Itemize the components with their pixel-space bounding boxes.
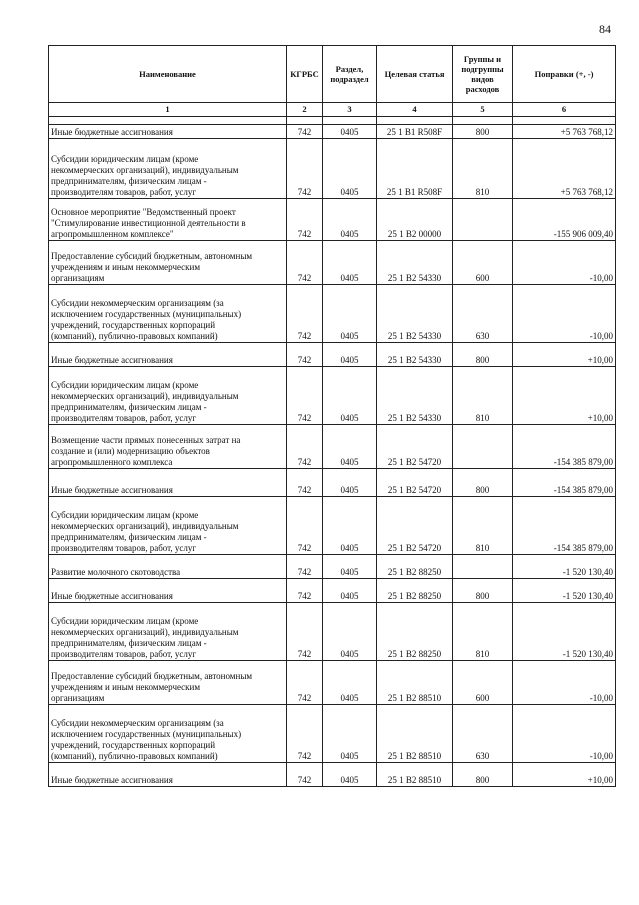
row-target-article-text: 25 1 B2 88250: [387, 591, 442, 601]
row-amendment-amount-text: +10,00: [587, 355, 613, 365]
row-target-article-text: 25 1 B2 54720: [387, 485, 442, 495]
row-name-text: Предоставление субсидий бюджетным, автономным учреждениям и иным некоммерческим организациям: [51, 251, 253, 283]
row-kgrbs: [287, 705, 323, 763]
row-kgrbs: [287, 367, 323, 425]
row-target-article: [377, 285, 453, 343]
row-amendment-amount: [513, 763, 616, 787]
row-name-text: Субсидии юридическим лицам (кроме некоммерческих организаций), индивидуальным предпринимателям, физическим лицам - производителям товаров, работ, услуг: [51, 510, 239, 553]
row-section: [323, 705, 377, 763]
row-section-text: 0405: [340, 187, 359, 197]
row-section: [323, 763, 377, 787]
row-section: [323, 285, 377, 343]
row-expense-group: [453, 343, 513, 367]
row-expense-group: [453, 497, 513, 555]
row-name: [49, 125, 287, 139]
row-kgrbs: [287, 661, 323, 705]
row-target-article: [377, 125, 453, 139]
spacer-row: [49, 117, 616, 125]
row-kgrbs-text: 742: [297, 751, 312, 761]
row-amendment-amount-text: -1 520 130,40: [562, 567, 613, 577]
row-kgrbs: [287, 763, 323, 787]
page-number: 84: [599, 22, 611, 36]
row-amendment-amount: [513, 199, 616, 241]
row-kgrbs: [287, 199, 323, 241]
row-expense-group-text: 800: [475, 127, 490, 137]
row-kgrbs: [287, 603, 323, 661]
row-section-text: 0405: [340, 591, 359, 601]
row-amendment-amount: [513, 661, 616, 705]
row-section: [323, 241, 377, 285]
row-target-article-text: 25 1 B1 R508F: [386, 127, 443, 137]
row-target-article: [377, 579, 453, 603]
row-section-text: 0405: [340, 649, 359, 659]
row-section: [323, 603, 377, 661]
row-target-article-text: 25 1 B2 88510: [387, 751, 442, 761]
row-kgrbs-text: 742: [297, 187, 312, 197]
row-target-article: [377, 661, 453, 705]
header-target: Целевая статья: [377, 46, 453, 103]
row-name: [49, 285, 287, 343]
row-expense-group: [453, 763, 513, 787]
row-amendment-amount: [513, 579, 616, 603]
row-target-article: [377, 343, 453, 367]
row-target-article: [377, 603, 453, 661]
row-expense-group: [453, 603, 513, 661]
row-section-text: 0405: [340, 775, 359, 785]
column-number: 1: [49, 103, 287, 117]
row-expense-group-text: 630: [475, 751, 490, 761]
row-name-text: Субсидии юридическим лицам (кроме некоммерческих организаций), индивидуальным предпринимателям, физическим лицам - производителям товаров, работ, услуг: [51, 154, 239, 197]
row-section-text: 0405: [340, 567, 359, 577]
row-kgrbs-text: 742: [297, 413, 312, 423]
row-amendment-amount-text: -1 520 130,40: [562, 591, 613, 601]
row-target-article: [377, 555, 453, 579]
table-row: [49, 705, 616, 763]
row-name-text: Субсидии юридическим лицам (кроме некоммерческих организаций), индивидуальным предпринимателям, физическим лицам - производителям товаров, работ, услуг: [51, 380, 239, 423]
row-amendment-amount: [513, 343, 616, 367]
row-name-text: Субсидии некоммерческим организациям (за исключением государственных (муниципальных) учреждений, государственных корпораций (компаний), публично-правовых компаний): [51, 718, 242, 761]
row-name: [49, 343, 287, 367]
table-row: [49, 285, 616, 343]
row-name: [49, 139, 287, 199]
row-name: [49, 763, 287, 787]
row-kgrbs: [287, 579, 323, 603]
row-name: [49, 497, 287, 555]
row-section: [323, 199, 377, 241]
row-target-article: [377, 425, 453, 469]
row-name-text: Субсидии некоммерческим организациям (за исключением государственных (муниципальных) учреждений, государственных корпораций (компаний), публично-правовых компаний): [51, 298, 242, 341]
table-row: [49, 343, 616, 367]
row-expense-group: [453, 125, 513, 139]
row-target-article-text: 25 1 B2 54720: [387, 457, 442, 467]
row-section: [323, 125, 377, 139]
row-name-text: Субсидии юридическим лицам (кроме некоммерческих организаций), индивидуальным предпринимателям, физическим лицам - производителям товаров, работ, услуг: [51, 616, 239, 659]
row-expense-group: [453, 469, 513, 497]
row-section: [323, 139, 377, 199]
row-amendment-amount: [513, 603, 616, 661]
row-section-text: 0405: [340, 273, 359, 283]
row-name: [49, 367, 287, 425]
row-section: [323, 661, 377, 705]
row-section: [323, 343, 377, 367]
table-row: [49, 661, 616, 705]
row-section: [323, 425, 377, 469]
row-amendment-amount-text: -154 385 879,00: [553, 457, 613, 467]
row-kgrbs-text: 742: [297, 273, 312, 283]
row-amendment-amount: [513, 139, 616, 199]
row-section-text: 0405: [340, 127, 359, 137]
row-expense-group-text: 800: [475, 775, 490, 785]
row-name-text: Иные бюджетные ассигнования: [51, 355, 173, 365]
row-expense-group: [453, 241, 513, 285]
header-groups: Группы и подгруппы видов расходов: [453, 46, 513, 103]
row-target-article-text: 25 1 B2 54330: [387, 413, 442, 423]
row-section-text: 0405: [340, 229, 359, 239]
row-section-text: 0405: [340, 355, 359, 365]
row-section: [323, 367, 377, 425]
row-target-article: [377, 241, 453, 285]
row-expense-group: [453, 285, 513, 343]
row-name: [49, 555, 287, 579]
row-expense-group-text: 600: [475, 693, 490, 703]
row-amendment-amount-text: +10,00: [587, 413, 613, 423]
row-amendment-amount-text: +5 763 768,12: [560, 127, 613, 137]
row-target-article-text: 25 1 B2 88510: [387, 693, 442, 703]
row-kgrbs: [287, 425, 323, 469]
row-name-text: Основное мероприятие "Ведомственный проект "Стимулирование инвестиционной деятельности в агропромышленном комплексе": [51, 207, 246, 239]
row-kgrbs-text: 742: [297, 591, 312, 601]
row-amendment-amount-text: -155 906 009,40: [553, 229, 613, 239]
table-row: [49, 603, 616, 661]
row-amendment-amount-text: -1 520 130,40: [562, 649, 613, 659]
row-name: [49, 199, 287, 241]
row-kgrbs-text: 742: [297, 693, 312, 703]
row-target-article-text: 25 1 B2 88250: [387, 649, 442, 659]
row-expense-group-text: 810: [475, 543, 490, 553]
row-name-text: Иные бюджетные ассигнования: [51, 127, 173, 137]
row-amendment-amount-text: -10,00: [589, 331, 613, 341]
column-number: 2: [287, 103, 323, 117]
row-section: [323, 469, 377, 497]
row-name-text: Возмещение части прямых понесенных затрат на создание и (или) модернизацию объектов агропромышленного комплекса: [51, 435, 241, 467]
table-row: [49, 241, 616, 285]
table-row: [49, 199, 616, 241]
row-kgrbs: [287, 241, 323, 285]
row-name-text: Иные бюджетные ассигнования: [51, 775, 173, 785]
row-kgrbs-text: 742: [297, 485, 312, 495]
table-row: [49, 469, 616, 497]
row-expense-group: [453, 425, 513, 469]
row-name-text: Иные бюджетные ассигнования: [51, 485, 173, 495]
row-target-article: [377, 497, 453, 555]
row-section-text: 0405: [340, 331, 359, 341]
row-kgrbs-text: 742: [297, 457, 312, 467]
row-expense-group-text: 630: [475, 331, 490, 341]
row-expense-group: [453, 555, 513, 579]
row-amendment-amount-text: -10,00: [589, 751, 613, 761]
row-target-article-text: 25 1 B2 54330: [387, 273, 442, 283]
header-amendments: Поправки (+, -): [513, 46, 616, 103]
table-row: [49, 139, 616, 199]
row-kgrbs: [287, 343, 323, 367]
header-name: Наименование: [49, 46, 287, 103]
row-kgrbs-text: 742: [297, 567, 312, 577]
table-row: [49, 555, 616, 579]
row-section: [323, 555, 377, 579]
row-kgrbs-text: 742: [297, 649, 312, 659]
row-amendment-amount-text: -154 385 879,00: [553, 485, 613, 495]
column-number: 4: [377, 103, 453, 117]
table-row: [49, 125, 616, 139]
row-amendment-amount: [513, 285, 616, 343]
row-expense-group-text: 810: [475, 187, 490, 197]
row-amendment-amount-text: +5 763 768,12: [560, 187, 613, 197]
row-expense-group-text: 600: [475, 273, 490, 283]
row-expense-group: [453, 367, 513, 425]
row-kgrbs: [287, 497, 323, 555]
row-section-text: 0405: [340, 413, 359, 423]
row-expense-group-text: 800: [475, 485, 490, 495]
row-target-article: [377, 367, 453, 425]
row-amendment-amount-text: +10,00: [587, 775, 613, 785]
row-target-article: [377, 763, 453, 787]
row-expense-group: [453, 705, 513, 763]
column-number: 3: [323, 103, 377, 117]
row-name: [49, 425, 287, 469]
row-target-article-text: 25 1 B2 88250: [387, 567, 442, 577]
row-expense-group-text: 810: [475, 413, 490, 423]
row-kgrbs-text: 742: [297, 229, 312, 239]
header-kgrbs: КГРБС: [287, 46, 323, 103]
budget-amendments-table: [48, 45, 616, 787]
row-kgrbs: [287, 285, 323, 343]
row-expense-group-text: 810: [475, 649, 490, 659]
row-name: [49, 469, 287, 497]
row-expense-group: [453, 199, 513, 241]
row-section: [323, 497, 377, 555]
row-amendment-amount-text: -10,00: [589, 273, 613, 283]
row-section-text: 0405: [340, 543, 359, 553]
column-number: 5: [453, 103, 513, 117]
row-kgrbs-text: 742: [297, 331, 312, 341]
row-section-text: 0405: [340, 457, 359, 467]
table-header-row: [49, 46, 616, 103]
row-amendment-amount: [513, 555, 616, 579]
row-target-article: [377, 705, 453, 763]
row-amendment-amount-text: -10,00: [589, 693, 613, 703]
table-row: [49, 579, 616, 603]
row-target-article-text: 25 1 B2 00000: [387, 229, 442, 239]
table-row: [49, 367, 616, 425]
row-kgrbs-text: 742: [297, 355, 312, 365]
row-amendment-amount: [513, 497, 616, 555]
row-name-text: Предоставление субсидий бюджетным, автономным учреждениям и иным некоммерческим организациям: [51, 671, 253, 703]
table-body: [49, 125, 616, 787]
row-target-article-text: 25 1 B2 54330: [387, 331, 442, 341]
row-name: [49, 603, 287, 661]
row-section-text: 0405: [340, 485, 359, 495]
row-expense-group-text: 800: [475, 591, 490, 601]
row-target-article-text: 25 1 B2 54720: [387, 543, 442, 553]
row-target-article-text: 25 1 B2 88510: [387, 775, 442, 785]
row-amendment-amount: [513, 425, 616, 469]
row-target-article-text: 25 1 B2 54330: [387, 355, 442, 365]
column-number-row: [49, 103, 616, 117]
row-target-article: [377, 199, 453, 241]
row-expense-group: [453, 661, 513, 705]
row-kgrbs: [287, 125, 323, 139]
row-kgrbs-text: 742: [297, 775, 312, 785]
row-amendment-amount: [513, 469, 616, 497]
row-name: [49, 661, 287, 705]
table-row: [49, 497, 616, 555]
row-section-text: 0405: [340, 693, 359, 703]
row-kgrbs-text: 742: [297, 543, 312, 553]
row-amendment-amount: [513, 367, 616, 425]
row-amendment-amount: [513, 125, 616, 139]
row-name: [49, 241, 287, 285]
row-amendment-amount: [513, 241, 616, 285]
row-section: [323, 579, 377, 603]
table-row: [49, 763, 616, 787]
row-section-text: 0405: [340, 751, 359, 761]
header-section: Раздел, подраздел: [323, 46, 377, 103]
row-name-text: Развитие молочного скотоводства: [51, 567, 181, 577]
row-name-text: Иные бюджетные ассигнования: [51, 591, 173, 601]
row-expense-group: [453, 139, 513, 199]
column-number: 6: [513, 103, 616, 117]
row-kgrbs-text: 742: [297, 127, 312, 137]
row-kgrbs: [287, 139, 323, 199]
row-amendment-amount-text: -154 385 879,00: [553, 543, 613, 553]
row-expense-group: [453, 579, 513, 603]
row-target-article: [377, 469, 453, 497]
row-name: [49, 705, 287, 763]
row-target-article-text: 25 1 B1 R508F: [386, 187, 443, 197]
row-target-article: [377, 139, 453, 199]
row-amendment-amount: [513, 705, 616, 763]
table-row: [49, 425, 616, 469]
row-kgrbs: [287, 469, 323, 497]
row-name: [49, 579, 287, 603]
row-kgrbs: [287, 555, 323, 579]
row-expense-group-text: 800: [475, 355, 490, 365]
